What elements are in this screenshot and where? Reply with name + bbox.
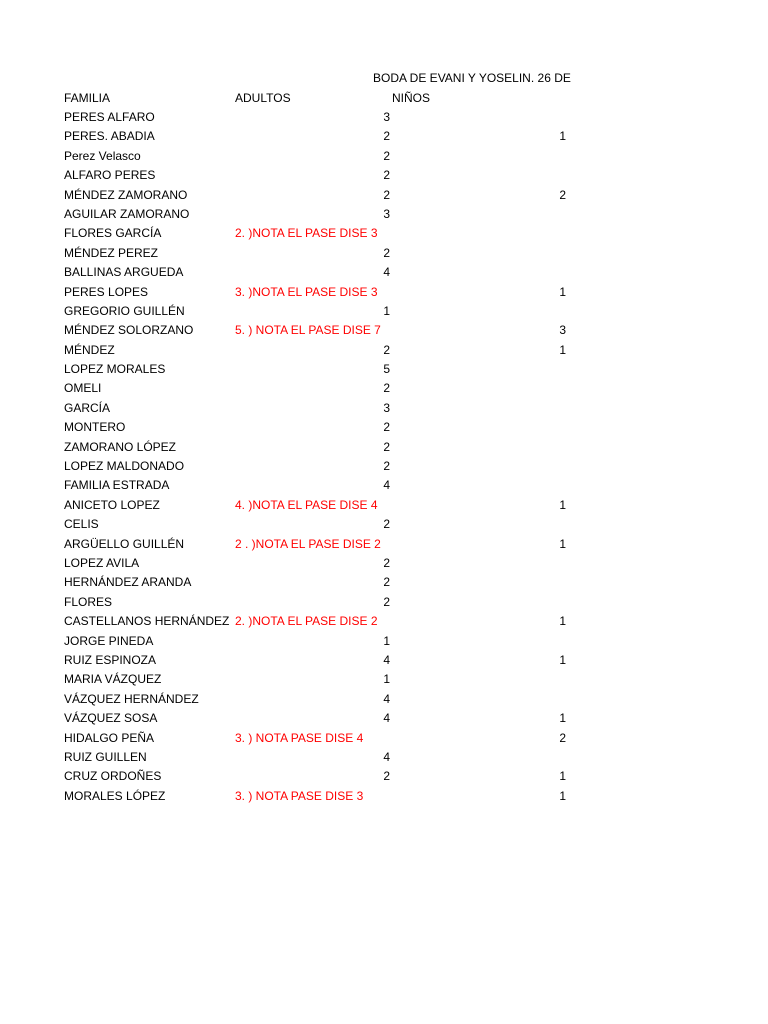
adultos-cell: 4	[383, 691, 390, 706]
table-row	[0, 612, 768, 631]
familia-cell: GREGORIO GUILLÉN	[64, 303, 185, 318]
ninos-cell: 1	[559, 536, 566, 551]
ninos-cell: 1	[559, 769, 566, 784]
adultos-cell: 4	[383, 652, 390, 667]
adultos-cell: 2	[383, 575, 390, 590]
adultos-cell: 2	[383, 420, 390, 435]
table-row	[0, 670, 768, 689]
adultos-cell: 2	[383, 555, 390, 570]
familia-cell: JORGE PINEDA	[64, 633, 154, 648]
familia-cell: MÉNDEZ SOLORZANO	[64, 323, 194, 338]
adultos-cell: 2	[383, 187, 390, 202]
column-header-familia: FAMILIA	[64, 91, 111, 105]
familia-cell: ZAMORANO LÓPEZ	[64, 439, 177, 454]
table-row	[0, 244, 768, 263]
familia-cell: Perez Velasco	[64, 148, 141, 163]
table-row	[0, 108, 768, 127]
adultos-cell: 2	[383, 769, 390, 784]
familia-cell: MONTERO	[64, 420, 126, 435]
familia-cell: CRUZ ORDOÑES	[64, 769, 162, 784]
nota-cell: 5. ) NOTA EL PASE DISE 7	[235, 323, 381, 338]
familia-cell: LOPEZ AVILA	[64, 555, 140, 570]
familia-cell: ARGÜELLO GUILLÉN	[64, 536, 185, 551]
familia-cell: HERNÁNDEZ ARANDA	[64, 575, 192, 590]
nota-cell: 3. )NOTA EL PASE DISE 3	[235, 284, 378, 299]
adultos-cell: 2	[383, 594, 390, 609]
table-row	[0, 341, 768, 360]
table-row	[0, 573, 768, 592]
table-row	[0, 360, 768, 379]
table-row	[0, 787, 768, 806]
guest-rows	[0, 108, 768, 806]
familia-cell: RUIZ GUILLEN	[64, 749, 147, 764]
familia-cell: FLORES	[64, 594, 113, 609]
adultos-cell: 1	[383, 633, 390, 648]
familia-cell: HIDALGO PEÑA	[64, 730, 155, 745]
table-row	[0, 147, 768, 166]
familia-cell: RUIZ ESPINOZA	[64, 652, 157, 667]
familia-cell: AGUILAR ZAMORANO	[64, 206, 190, 221]
familia-cell: MÉNDEZ	[64, 342, 115, 357]
adultos-cell: 2	[383, 342, 390, 357]
familia-cell: VÁZQUEZ HERNÁNDEZ	[64, 691, 199, 706]
page-title: BODA DE EVANI Y YOSELIN. 26 DE	[373, 71, 571, 85]
table-row	[0, 632, 768, 651]
familia-cell: MÉNDEZ PEREZ	[64, 245, 159, 260]
familia-cell: LOPEZ MORALES	[64, 362, 166, 377]
ninos-cell: 1	[559, 652, 566, 667]
table-row	[0, 496, 768, 515]
nota-cell: 2. )NOTA EL PASE DISE 2	[235, 614, 378, 629]
adultos-cell: 2	[383, 517, 390, 532]
table-row	[0, 767, 768, 786]
adultos-cell: 4	[383, 711, 390, 726]
familia-cell: BALLINAS ARGUEDA	[64, 265, 184, 280]
familia-cell: MORALES LÓPEZ	[64, 788, 166, 803]
nota-cell: 2 . )NOTA EL PASE DISE 2	[235, 536, 381, 551]
familia-cell: CELIS	[64, 517, 99, 532]
ninos-cell: 2	[559, 187, 566, 202]
table-row	[0, 166, 768, 185]
familia-cell: MARIA VÁZQUEZ	[64, 672, 162, 687]
familia-cell: CASTELLANOS HERNÁNDEZ	[64, 614, 230, 629]
nota-cell: 3. ) NOTA PASE DISE 3	[235, 788, 364, 803]
ninos-cell: 1	[559, 129, 566, 144]
table-row	[0, 690, 768, 709]
adultos-cell: 4	[383, 749, 390, 764]
table-row	[0, 399, 768, 418]
table-row	[0, 379, 768, 398]
table-row	[0, 283, 768, 302]
adultos-cell: 4	[383, 265, 390, 280]
adultos-cell: 2	[383, 168, 390, 183]
nota-cell: 3. ) NOTA PASE DISE 4	[235, 730, 364, 745]
adultos-cell: 3	[383, 400, 390, 415]
familia-cell: FAMILIA ESTRADA	[64, 478, 170, 493]
adultos-cell: 4	[383, 478, 390, 493]
familia-cell: GARCÍA	[64, 400, 111, 415]
ninos-cell: 1	[559, 284, 566, 299]
column-header-adultos: ADULTOS	[235, 91, 291, 105]
table-row	[0, 729, 768, 748]
nota-cell: 2. )NOTA EL PASE DISE 3	[235, 226, 378, 241]
table-row	[0, 224, 768, 243]
table-row	[0, 186, 768, 205]
table-row	[0, 709, 768, 728]
nota-cell: 4. )NOTA EL PASE DISE 4	[235, 497, 378, 512]
table-row	[0, 515, 768, 534]
familia-cell: PERES LOPES	[64, 284, 149, 299]
adultos-cell: 2	[383, 245, 390, 260]
table-row	[0, 476, 768, 495]
table-row	[0, 418, 768, 437]
table-row	[0, 651, 768, 670]
ninos-cell: 1	[559, 711, 566, 726]
table-row	[0, 263, 768, 282]
adultos-cell: 1	[383, 672, 390, 687]
adultos-cell: 2	[383, 439, 390, 454]
familia-cell: PERES ALFARO	[64, 110, 155, 124]
ninos-cell: 1	[559, 614, 566, 629]
ninos-cell: 2	[559, 730, 566, 745]
familia-cell: OMELI	[64, 381, 102, 396]
familia-cell: VÁZQUEZ SOSA	[64, 711, 158, 726]
familia-cell: MÉNDEZ ZAMORANO	[64, 187, 188, 202]
table-row	[0, 535, 768, 554]
table-row	[0, 302, 768, 321]
table-row	[0, 127, 768, 146]
adultos-cell: 5	[383, 362, 390, 377]
table-row	[0, 593, 768, 612]
adultos-cell: 3	[383, 206, 390, 221]
familia-cell: ANICETO LOPEZ	[64, 497, 160, 512]
adultos-cell: 3	[383, 110, 390, 124]
table-row	[0, 321, 768, 340]
adultos-cell: 2	[383, 459, 390, 474]
table-row	[0, 554, 768, 573]
table-row	[0, 438, 768, 457]
ninos-cell: 1	[559, 788, 566, 803]
adultos-cell: 2	[383, 381, 390, 396]
table-row	[0, 457, 768, 476]
table-row	[0, 748, 768, 767]
familia-cell: PERES. ABADIA	[64, 129, 155, 144]
adultos-cell: 2	[383, 148, 390, 163]
ninos-cell: 1	[559, 497, 566, 512]
ninos-cell: 1	[559, 342, 566, 357]
column-header-ninos: NIÑOS	[392, 91, 431, 105]
ninos-cell: 3	[559, 323, 566, 338]
familia-cell: ALFARO PERES	[64, 168, 156, 183]
table-row	[0, 205, 768, 224]
adultos-cell: 1	[383, 303, 390, 318]
familia-cell: LOPEZ MALDONADO	[64, 459, 185, 474]
familia-cell: FLORES GARCÍA	[64, 226, 162, 241]
adultos-cell: 2	[383, 129, 390, 144]
